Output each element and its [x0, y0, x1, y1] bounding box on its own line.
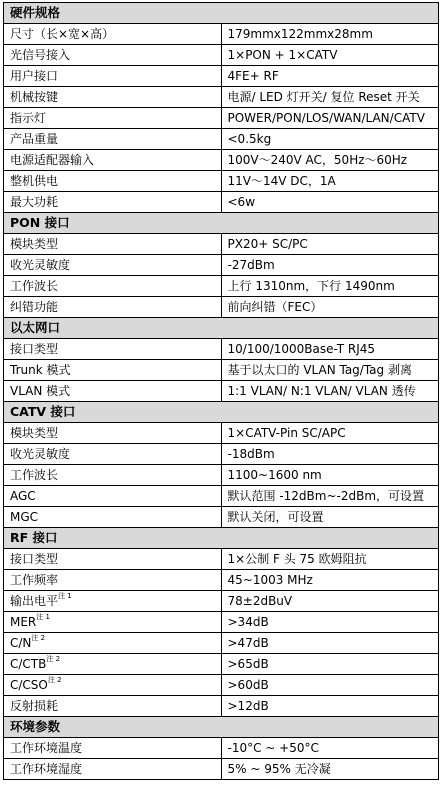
table-row [4, 129, 439, 150]
spec-label-text: VLAN 模式 [10, 384, 71, 398]
spec-label-text: 光信号接入 [10, 48, 71, 62]
footnote-marker: 注 2 [46, 655, 61, 663]
spec-label [4, 297, 222, 318]
spec-label [4, 444, 222, 465]
spec-value: >12dB [221, 696, 439, 717]
spec-label-text: 工作环境温度 [10, 741, 83, 755]
spec-label [4, 66, 222, 87]
spec-label-text: 反射损耗 [10, 699, 59, 713]
footnote-marker: 注 1 [36, 613, 50, 621]
spec-label-text: 电源适配器输入 [10, 153, 95, 167]
table-row [4, 633, 439, 654]
spec-label-text: 收光灵敏度 [10, 447, 71, 461]
spec-value: 基于以太口的 VLAN Tag/Tag 剥离 [221, 360, 439, 381]
table-row [4, 654, 439, 675]
spec-value: 78±2dBuV [221, 591, 439, 612]
spec-value: 45~1003 MHz [221, 570, 439, 591]
spec-label [4, 507, 222, 528]
spec-label-text: AGC [10, 489, 36, 503]
spec-label-text: 机械按键 [10, 90, 59, 104]
spec-label [4, 633, 222, 654]
spec-value: >34dB [221, 612, 439, 633]
table-row [4, 423, 439, 444]
spec-label [4, 339, 222, 360]
table-row [4, 171, 439, 192]
spec-value: >47dB [221, 633, 439, 654]
spec-value: -27dBm [221, 255, 439, 276]
spec-label [4, 192, 222, 213]
footnote-marker: 注 2 [47, 676, 62, 684]
spec-label [4, 24, 222, 45]
table-row [4, 234, 439, 255]
spec-label-text: 整机供电 [10, 174, 59, 188]
table-row [4, 570, 439, 591]
spec-label-text: 工作波长 [10, 468, 59, 482]
spec-label-text: 产品重量 [10, 132, 59, 146]
spec-value: 1:1 VLAN/ N:1 VLAN/ VLAN 透传 [221, 381, 439, 402]
section-title: 环境参数 [4, 717, 439, 738]
spec-label [4, 759, 222, 780]
spec-table [3, 2, 439, 780]
table-row [4, 45, 439, 66]
spec-value: 默认范围 -12dBm~-2dBm，可设置 [221, 486, 439, 507]
spec-label [4, 696, 222, 717]
spec-value: 1100~1600 nm [221, 465, 439, 486]
spec-label-text: C/N [10, 636, 32, 650]
spec-label-text: 工作环境湿度 [10, 762, 83, 776]
table-row [4, 276, 439, 297]
table-row [4, 696, 439, 717]
spec-label [4, 171, 222, 192]
spec-label [4, 591, 222, 612]
spec-label-text: 纠错功能 [10, 300, 59, 314]
spec-value: 5% ~ 95% 无冷凝 [221, 759, 439, 780]
spec-value: 100V～240V AC，50Hz～60Hz [221, 150, 439, 171]
spec-label [4, 465, 222, 486]
spec-value: 默认关闭，可设置 [221, 507, 439, 528]
spec-value: >60dB [221, 675, 439, 696]
spec-label [4, 675, 222, 696]
spec-label [4, 381, 222, 402]
footnote-marker: 注 2 [31, 634, 46, 642]
spec-label [4, 108, 222, 129]
section-title: 硬件规格 [4, 3, 439, 24]
table-row [4, 108, 439, 129]
spec-label-text: 模块类型 [10, 426, 59, 440]
spec-label-text: C/CSO [10, 678, 48, 692]
table-row [4, 444, 439, 465]
spec-value: 11V～14V DC，1A [221, 171, 439, 192]
section-header [4, 402, 439, 423]
spec-label-text: MGC [10, 510, 39, 524]
table-row [4, 381, 439, 402]
spec-label [4, 549, 222, 570]
table-row [4, 612, 439, 633]
spec-value: -10°C ~ +50°C [221, 738, 439, 759]
table-row [4, 339, 439, 360]
section-header [4, 717, 439, 738]
table-row [4, 66, 439, 87]
spec-label [4, 570, 222, 591]
spec-label-text: C/CTB [10, 657, 47, 671]
spec-value: <0.5kg [221, 129, 439, 150]
spec-label-text: 工作波长 [10, 279, 59, 293]
spec-value: 179mmx122mmx28mm [221, 24, 439, 45]
spec-value: <6w [221, 192, 439, 213]
table-row [4, 675, 439, 696]
table-row [4, 255, 439, 276]
spec-label [4, 276, 222, 297]
table-row [4, 465, 439, 486]
spec-value: >65dB [221, 654, 439, 675]
spec-label-text: Trunk 模式 [10, 363, 71, 377]
spec-label-text: 输出电平 [10, 594, 59, 608]
table-row [4, 360, 439, 381]
spec-label-text: 用户接口 [10, 69, 59, 83]
spec-value: -18dBm [221, 444, 439, 465]
table-row [4, 192, 439, 213]
spec-value: 前向纠错（FEC） [221, 297, 439, 318]
spec-label [4, 87, 222, 108]
spec-value: 1×CATV-Pin SC/APC [221, 423, 439, 444]
spec-label-text: 接口类型 [10, 552, 59, 566]
spec-label [4, 255, 222, 276]
spec-value: POWER/PON/LOS/WAN/LAN/CATV [221, 108, 439, 129]
spec-label [4, 486, 222, 507]
table-row [4, 759, 439, 780]
table-row [4, 150, 439, 171]
spec-label-text: 收光灵敏度 [10, 258, 71, 272]
table-row [4, 24, 439, 45]
table-row [4, 87, 439, 108]
table-row [4, 507, 439, 528]
spec-label [4, 150, 222, 171]
spec-label-text: 工作频率 [10, 573, 59, 587]
section-header [4, 3, 439, 24]
spec-label [4, 654, 222, 675]
footnote-marker: 注 1 [58, 592, 72, 600]
spec-label-text: 尺寸（长×宽×高） [10, 27, 115, 41]
spec-label [4, 234, 222, 255]
spec-label [4, 612, 222, 633]
section-title: 以太网口 [4, 318, 439, 339]
table-row [4, 549, 439, 570]
section-header [4, 528, 439, 549]
table-row [4, 297, 439, 318]
spec-label [4, 738, 222, 759]
spec-value: 上行 1310nm，下行 1490nm [221, 276, 439, 297]
spec-label [4, 423, 222, 444]
table-row [4, 738, 439, 759]
spec-label-text: 模块类型 [10, 237, 59, 251]
section-title: CATV 接口 [4, 402, 439, 423]
spec-label [4, 129, 222, 150]
spec-value: PX20+ SC/PC [221, 234, 439, 255]
table-row [4, 486, 439, 507]
spec-value: 电源/ LED 灯开关/ 复位 Reset 开关 [221, 87, 439, 108]
spec-label-text: MER [10, 615, 37, 629]
spec-value: 10/100/1000Base-T RJ45 [221, 339, 439, 360]
spec-value: 1×公制 F 头 75 欧姆阻抗 [221, 549, 439, 570]
spec-label [4, 360, 222, 381]
spec-label-text: 指示灯 [10, 111, 47, 125]
spec-label-text: 接口类型 [10, 342, 59, 356]
section-title: RF 接口 [4, 528, 439, 549]
section-header [4, 213, 439, 234]
spec-value: 1×PON + 1×CATV [221, 45, 439, 66]
section-header [4, 318, 439, 339]
spec-table-body [4, 3, 439, 780]
spec-label-text: 最大功耗 [10, 195, 59, 209]
table-row [4, 591, 439, 612]
section-title: PON 接口 [4, 213, 439, 234]
spec-label [4, 45, 222, 66]
spec-value: 4FE+ RF [221, 66, 439, 87]
